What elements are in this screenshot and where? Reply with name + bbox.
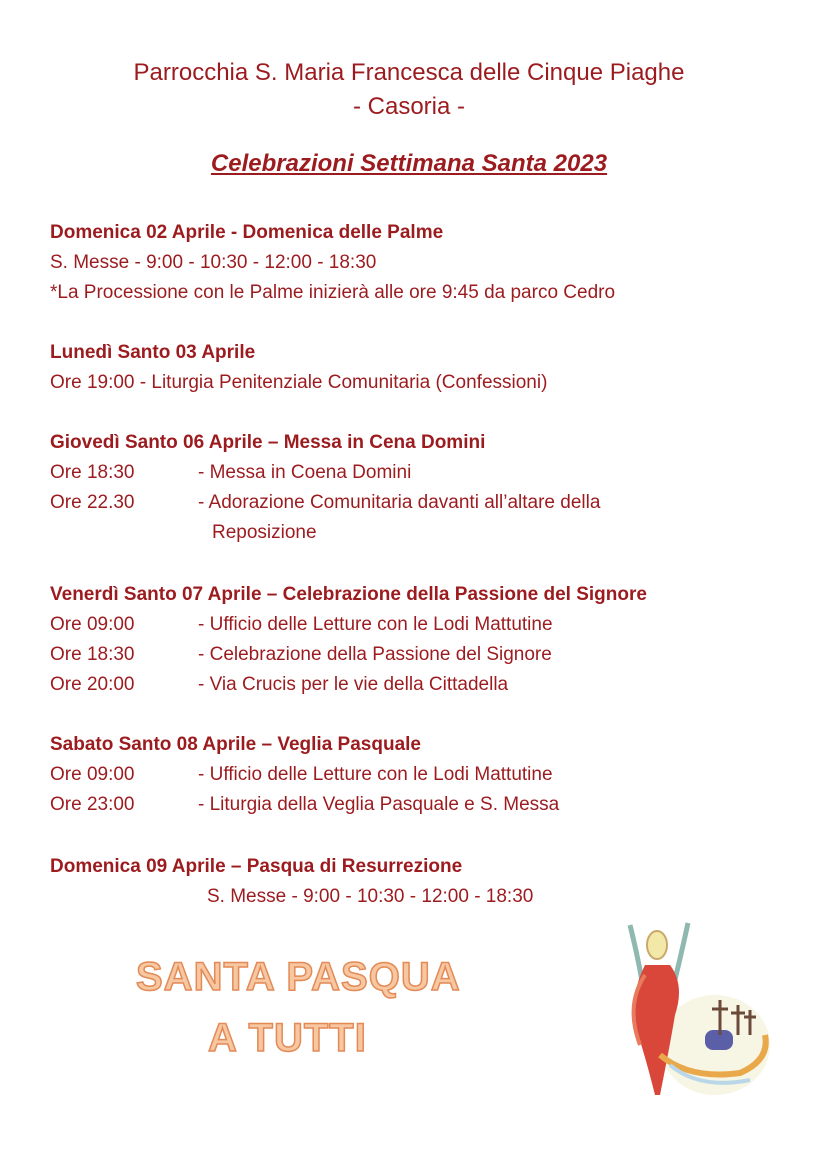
schedule-desc: - Liturgia della Veglia Pasquale e S. Messa bbox=[198, 794, 560, 815]
section-heading: Lunedì Santo 03 Aprile bbox=[50, 342, 256, 363]
schedule-line: S. Messe - 9:00 - 10:30 - 12:00 - 18:30 bbox=[207, 886, 534, 907]
schedule-continuation: Reposizione bbox=[212, 522, 317, 543]
schedule-desc: - Ufficio delle Letture con le Lodi Mattutine bbox=[198, 764, 553, 785]
schedule-desc: - Ufficio delle Letture con le Lodi Mattutine bbox=[198, 614, 553, 635]
schedule-time: Ore 22.30 bbox=[50, 492, 135, 513]
section-heading: Domenica 09 Aprile – Pasqua di Resurrezione bbox=[50, 856, 463, 877]
section-heading: Giovedì Santo 06 Aprile – Messa in Cena Domini bbox=[50, 432, 486, 453]
greeting-line-2: A TUTTI bbox=[208, 1016, 367, 1060]
section-heading: Domenica 02 Aprile - Domenica delle Palme bbox=[50, 222, 444, 243]
page-title: Celebrazioni Settimana Santa 2023 bbox=[210, 150, 608, 177]
section-domenica-palme bbox=[50, 218, 790, 308]
schedule-row bbox=[50, 670, 790, 700]
parish-name: Parrocchia S. Maria Francesca delle Cinque Piaghe bbox=[133, 59, 685, 86]
schedule-time: Ore 18:30 bbox=[50, 644, 135, 665]
schedule-row bbox=[50, 458, 790, 488]
schedule-time: Ore 20:00 bbox=[50, 674, 135, 695]
schedule-desc: - Messa in Coena Domini bbox=[198, 462, 412, 483]
schedule-desc: - Adorazione Comunitaria davanti all’altare della bbox=[198, 492, 601, 513]
section-venerdi-santo bbox=[50, 580, 790, 700]
schedule-line: Ore 19:00 - Liturgia Penitenziale Comunitaria (Confessioni) bbox=[50, 372, 548, 393]
greeting-line-1: SANTA PASQUA bbox=[136, 955, 461, 999]
section-sabato-santo bbox=[50, 730, 790, 820]
schedule-line: S. Messe - 9:00 - 10:30 - 12:00 - 18:30 bbox=[50, 252, 377, 273]
schedule-time: Ore 18:30 bbox=[50, 462, 135, 483]
section-giovedi-santo bbox=[50, 428, 790, 548]
schedule-row bbox=[50, 760, 790, 790]
schedule-time: Ore 09:00 bbox=[50, 614, 135, 635]
section-pasqua bbox=[50, 852, 790, 912]
risen-christ-illustration bbox=[600, 905, 780, 1105]
parish-header bbox=[0, 56, 818, 124]
parish-city: - Casoria - bbox=[352, 93, 466, 120]
schedule-row bbox=[50, 790, 790, 820]
section-heading: Venerdì Santo 07 Aprile – Celebrazione della Passione del Signore bbox=[50, 584, 647, 605]
schedule-desc: - Celebrazione della Passione del Signore bbox=[198, 644, 552, 665]
section-lunedi-santo bbox=[50, 338, 790, 398]
schedule-time: Ore 09:00 bbox=[50, 764, 135, 785]
schedule-row bbox=[50, 640, 790, 670]
schedule-desc: - Via Crucis per le vie della Cittadella bbox=[198, 674, 509, 695]
section-heading: Sabato Santo 08 Aprile – Veglia Pasquale bbox=[50, 734, 421, 755]
schedule-note: *La Processione con le Palme inizierà alle ore 9:45 da parco Cedro bbox=[50, 282, 616, 303]
schedule-time: Ore 23:00 bbox=[50, 794, 135, 815]
schedule-row bbox=[50, 488, 790, 518]
schedule-row bbox=[50, 610, 790, 640]
